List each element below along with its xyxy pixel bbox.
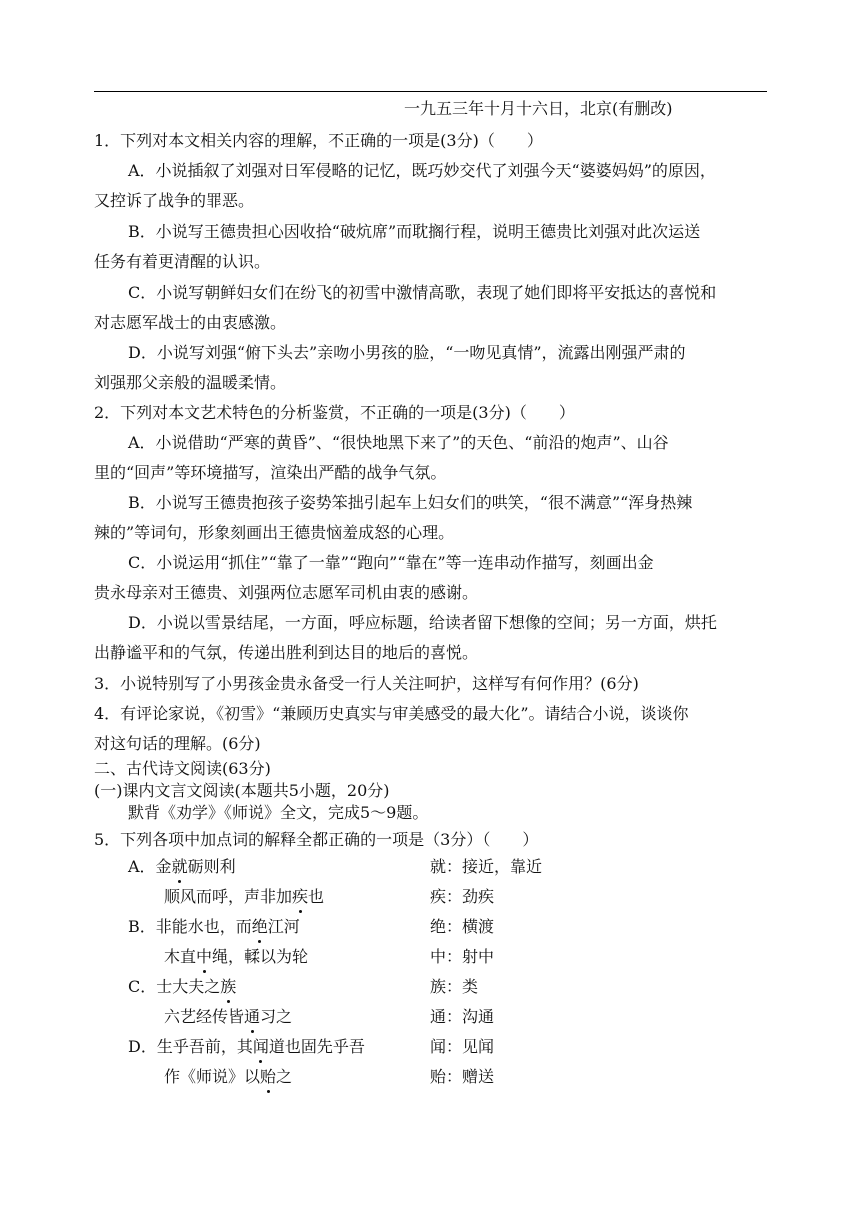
text-fragment: 绳，輮以为轮: [212, 947, 309, 966]
text-fragment: C．士大夫之: [128, 977, 221, 996]
dotted-word: 绝: [251, 917, 268, 936]
q2-option-a-cont: 里的“回声”等环境描写，渲染出严酷的战争气氛。: [94, 463, 447, 482]
dotted-word: 闻: [252, 1037, 269, 1056]
q1-option-d: D．小说写刘强“俯下头去”亲吻小男孩的脸，“一吻见真情”，流露出刚强严肃的: [128, 343, 686, 362]
text-fragment: 六艺经传皆: [164, 1007, 245, 1026]
q1-option-b: B．小说写王德贵担心因收拾“破炕席”而耽搁行程，说明王德贵比刘强对此次运送: [128, 222, 701, 241]
dotted-word: 疾: [292, 887, 309, 906]
q5-answer-c1: 族：类: [430, 977, 479, 996]
q4-stem-cont: 对这句话的理解。(6分): [94, 734, 261, 753]
q1-stem: 1．下列对本文相关内容的理解，不正确的一项是(3分)（ ）: [94, 131, 543, 150]
q1-option-c: C．小说写朝鲜妇女们在纷飞的初雪中激情高歌，表现了她们即将平安抵达的喜悦和: [128, 283, 717, 302]
q2-option-c-cont: 贵永母亲对王德贵、刘强两位志愿军司机由衷的感谢。: [94, 583, 479, 602]
dotted-word: 通: [244, 1007, 261, 1026]
text-fragment: 顺风而呼，声非加: [164, 887, 293, 906]
q5-stem: 5．下列各项中加点词的解释全都正确的一项是（3分）（ ）: [94, 830, 539, 849]
q5-answer-d2: 贻：赠送: [430, 1067, 495, 1086]
text-fragment: 木直: [164, 947, 197, 966]
q1-option-a: A．小说插叙了刘强对日军侵略的记忆，既巧妙交代了刘强今天“婆婆妈妈”的原因，: [128, 161, 716, 180]
text-fragment: 之: [276, 1067, 293, 1086]
q5-answer-a2: 疾：劲疾: [430, 887, 495, 906]
q4-stem: 4．有评论家说，《初雪》“兼顾历史真实与审美感受的最大化”。请结合小说，谈谈你: [94, 704, 689, 723]
q5-row-a1: [128, 857, 236, 877]
subsection-title: (一)课内文言文阅读(本题共5小题，20分): [94, 781, 390, 800]
text-fragment: B．非能水也，而: [128, 917, 252, 936]
q1-option-d-cont: 刘强那父亲般的温暖柔情。: [94, 373, 287, 392]
section-intro: 默背《劝学》《师说》全文，完成5～9题。: [128, 803, 429, 822]
q5-answer-d1: 闻：见闻: [430, 1037, 495, 1056]
q5-row-b2: [164, 947, 308, 967]
dotted-word: 就: [171, 857, 188, 876]
text-fragment: A．金: [128, 857, 172, 876]
q1-option-b-cont: 任务有着更清醒的认识。: [94, 252, 271, 271]
q2-option-d: D．小说以雪景结尾，一方面，呼应标题，给读者留下想像的空间；另一方面，烘托: [128, 613, 717, 632]
text-fragment: 江河: [267, 917, 300, 936]
q3-stem: 3．小说特别写了小男孩金贵永备受一行人关注呵护，这样写有何作用？(6分): [94, 674, 639, 693]
q2-option-d-cont: 出静谧平和的气氛，传递出胜利到达目的地后的喜悦。: [94, 643, 479, 662]
q5-row-b1: [128, 917, 300, 937]
text-fragment: 砺则利: [187, 857, 236, 876]
text-fragment: 作《师说》以: [164, 1067, 261, 1086]
q2-stem: 2．下列对本文艺术特色的分析鉴赏，不正确的一项是(3分)（ ）: [94, 403, 575, 422]
q1-option-c-cont: 对志愿军战士的由衷感激。: [94, 313, 287, 332]
q1-option-a-cont: 又控诉了战争的罪恶。: [94, 191, 255, 210]
dotted-word: 族: [220, 977, 237, 996]
q5-row-d2: [164, 1067, 292, 1087]
q5-answer-b2: 中：射中: [430, 947, 495, 966]
q5-answer-b1: 绝：横渡: [430, 917, 495, 936]
text-fragment: 道也固先乎吾: [268, 1037, 365, 1056]
q2-option-b-cont: 辣的”等词句，形象刻画出王德贵恼羞成怒的心理。: [94, 523, 455, 542]
q5-answer-c2: 通：沟通: [430, 1007, 495, 1026]
q2-option-b: B．小说写王德贵抱孩子姿势笨拙引起车上妇女们的哄笑，“很不满意”“浑身热辣: [128, 493, 693, 512]
text-fragment: 习之: [260, 1007, 293, 1026]
text-fragment: D．生乎吾前，其: [128, 1037, 253, 1056]
q5-row-c1: [128, 977, 236, 997]
text-fragment: 也: [308, 887, 325, 906]
q2-option-a: A．小说借助“严寒的黄昏”、“很快地黑下来了”的天色、“前沿的炮声”、山谷: [128, 433, 669, 452]
q5-row-d1: [128, 1037, 365, 1057]
q5-row-c2: [164, 1007, 292, 1027]
top-rule: [94, 91, 767, 92]
q2-option-c: C．小说运用“抓住”“靠了一靠”“跑向”“靠在”等一连串动作描写，刻画出金: [128, 553, 654, 572]
section-title: 二、古代诗文阅读(63分): [94, 759, 271, 778]
dotted-word: 中: [196, 947, 213, 966]
date-source: 一九五三年十月十六日，北京(有删改): [404, 99, 673, 118]
q5-row-a2: [164, 887, 324, 907]
q5-answer-a1: 就：接近，靠近: [430, 857, 543, 876]
dotted-word: 贻: [260, 1067, 277, 1086]
